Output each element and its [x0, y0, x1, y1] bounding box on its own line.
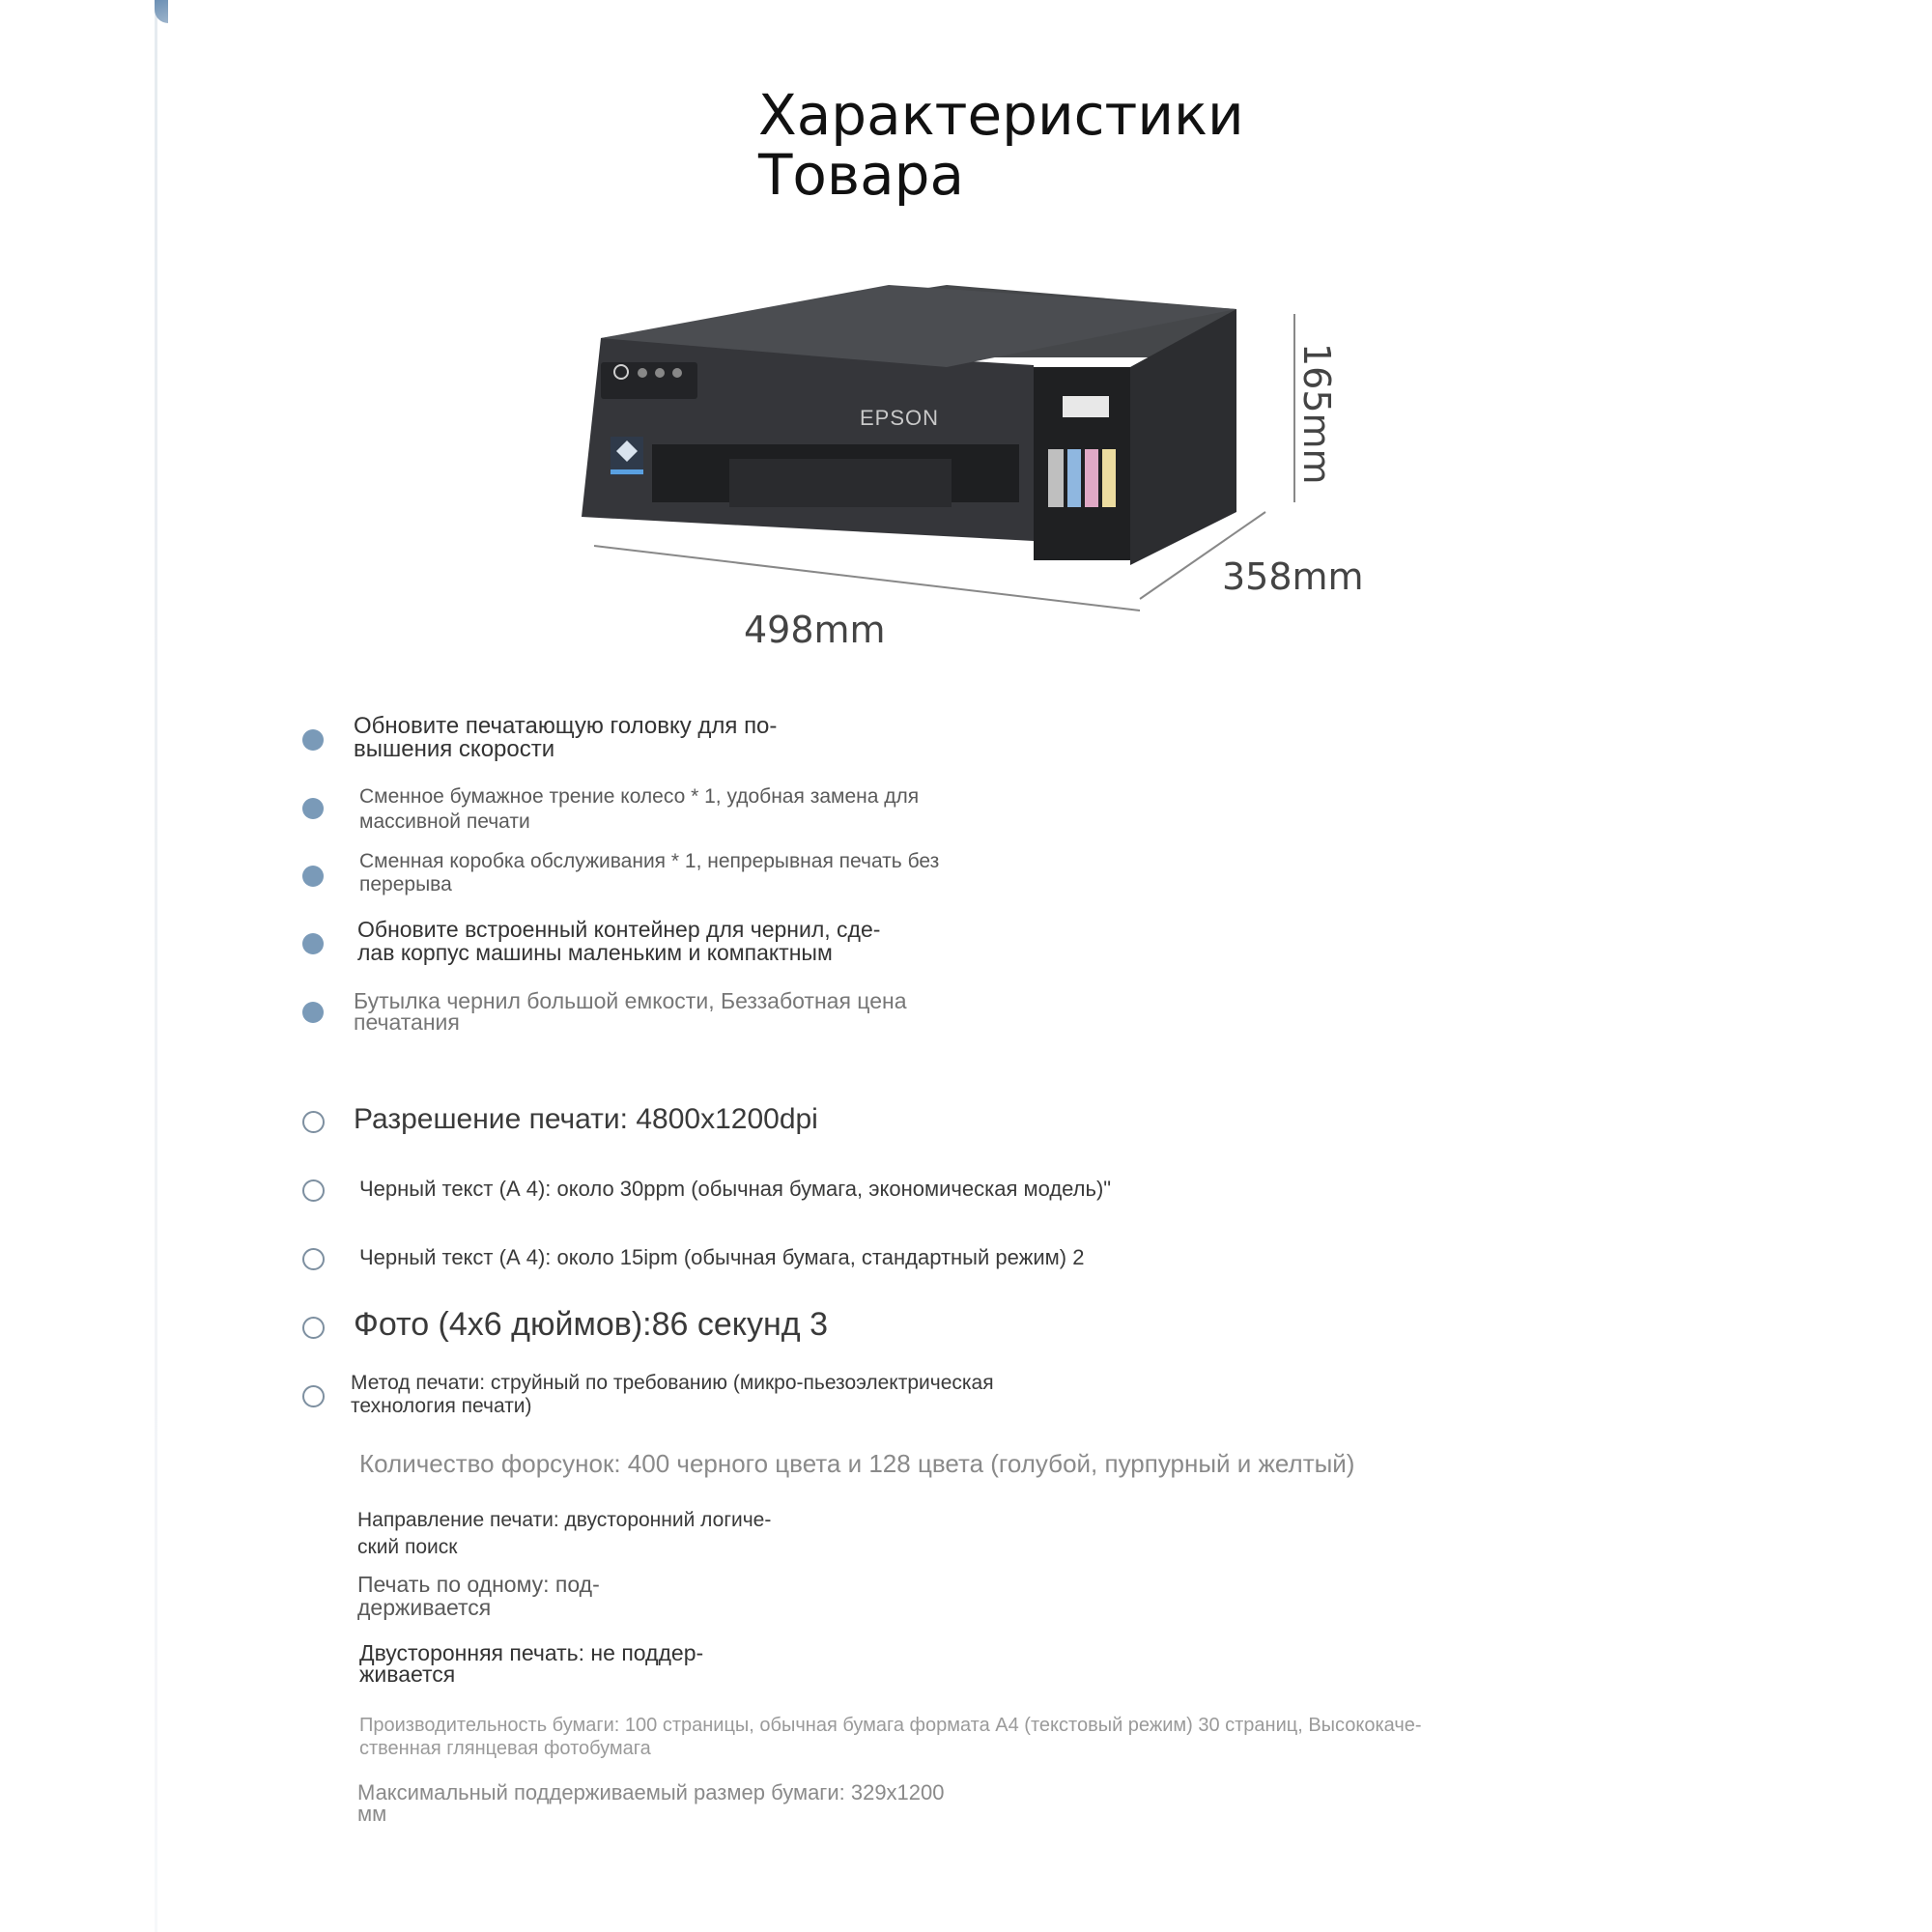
page-title-line1: Характеристики [758, 82, 1244, 148]
spec-photo: Фото (4x6 дюймов):86 секунд 3 [354, 1306, 828, 1343]
feature-item: Обновите печатающую головку для по- вышения скорости [354, 713, 778, 762]
ink-logo-icon [1063, 396, 1109, 417]
feature-item: Обновите встроенный контейнер для чернил, сде- лав корпус машины маленьким и компактным [357, 917, 881, 965]
bullet-filled-icon [302, 798, 324, 819]
page-title-line2: Товара [758, 142, 964, 208]
paper-tray [729, 459, 952, 507]
ink-tank-black [1048, 449, 1064, 507]
ink-tank-yellow [1102, 449, 1116, 507]
bullet-ring-icon [302, 1385, 325, 1407]
bullet-ring-icon [302, 1317, 325, 1339]
bullet-filled-icon [302, 729, 324, 751]
ink-tank-magenta [1085, 449, 1098, 507]
ink-tank-cyan [1067, 449, 1081, 507]
feature-item: Бутылка чернил большой емкости, Беззаботная цена печатания [354, 988, 907, 1035]
spec-nozzles: Количество форсунок: 400 черного цвета и 128 цвета (голубой, пурпурный и желтый) [359, 1449, 1355, 1478]
spec-duplex: Двусторонняя печать: не поддер- живается [359, 1640, 704, 1687]
bullet-filled-icon [302, 866, 324, 887]
bullet-ring-icon [302, 1248, 325, 1270]
bullet-ring-icon [302, 1179, 325, 1202]
spec-black-text-std: Черный текст (А 4): около 15ipm (обычная бумага, стандартный режим) 2 [359, 1245, 1085, 1269]
dim-label-height: 165mm [1295, 343, 1338, 485]
brand-logo: EPSON [860, 406, 940, 430]
printer-illustration [541, 251, 1410, 676]
spec-max-size: Максимальный поддерживаемый размер бумаги: 329x1200 мм [357, 1780, 945, 1826]
feature-item: Сменная коробка обслуживания * 1, непрерывная печать без перерыва [359, 850, 940, 895]
spec-direction: Направление печати: двусторонний логиче- ский поиск [357, 1509, 772, 1558]
bullet-filled-icon [302, 933, 324, 954]
spec-black-text-eco: Черный текст (А 4): около 30ppm (обычная бумага, экономическая модель)" [359, 1177, 1112, 1201]
spec-method: Метод печати: струйный по требованию (микро-пьезоэлектрическая технология печати) [351, 1372, 994, 1417]
panel-button-icon [672, 368, 682, 378]
bullet-filled-icon [302, 1002, 324, 1023]
bullet-ring-icon [302, 1111, 325, 1133]
page-edge [155, 0, 157, 1932]
dim-label-depth: 358mm [1222, 555, 1364, 598]
panel-button-icon [655, 368, 665, 378]
feature-item: Сменное бумажное трение колесо * 1, удобная замена для массивной печати [359, 785, 920, 833]
spec-capacity: Производительность бумаги: 100 страницы, обычная бумага формата А4 (текстовый режим) 30 страниц, Высококаче- ственная глянцевая фотобумага [359, 1715, 1422, 1759]
spec-single: Печать по одному: под- держивается [357, 1572, 600, 1620]
dim-label-width: 498mm [744, 609, 886, 651]
panel-button-icon [638, 368, 647, 378]
page-title [758, 82, 1244, 208]
spec-resolution: Разрешение печати: 4800x1200dpi [354, 1103, 818, 1135]
